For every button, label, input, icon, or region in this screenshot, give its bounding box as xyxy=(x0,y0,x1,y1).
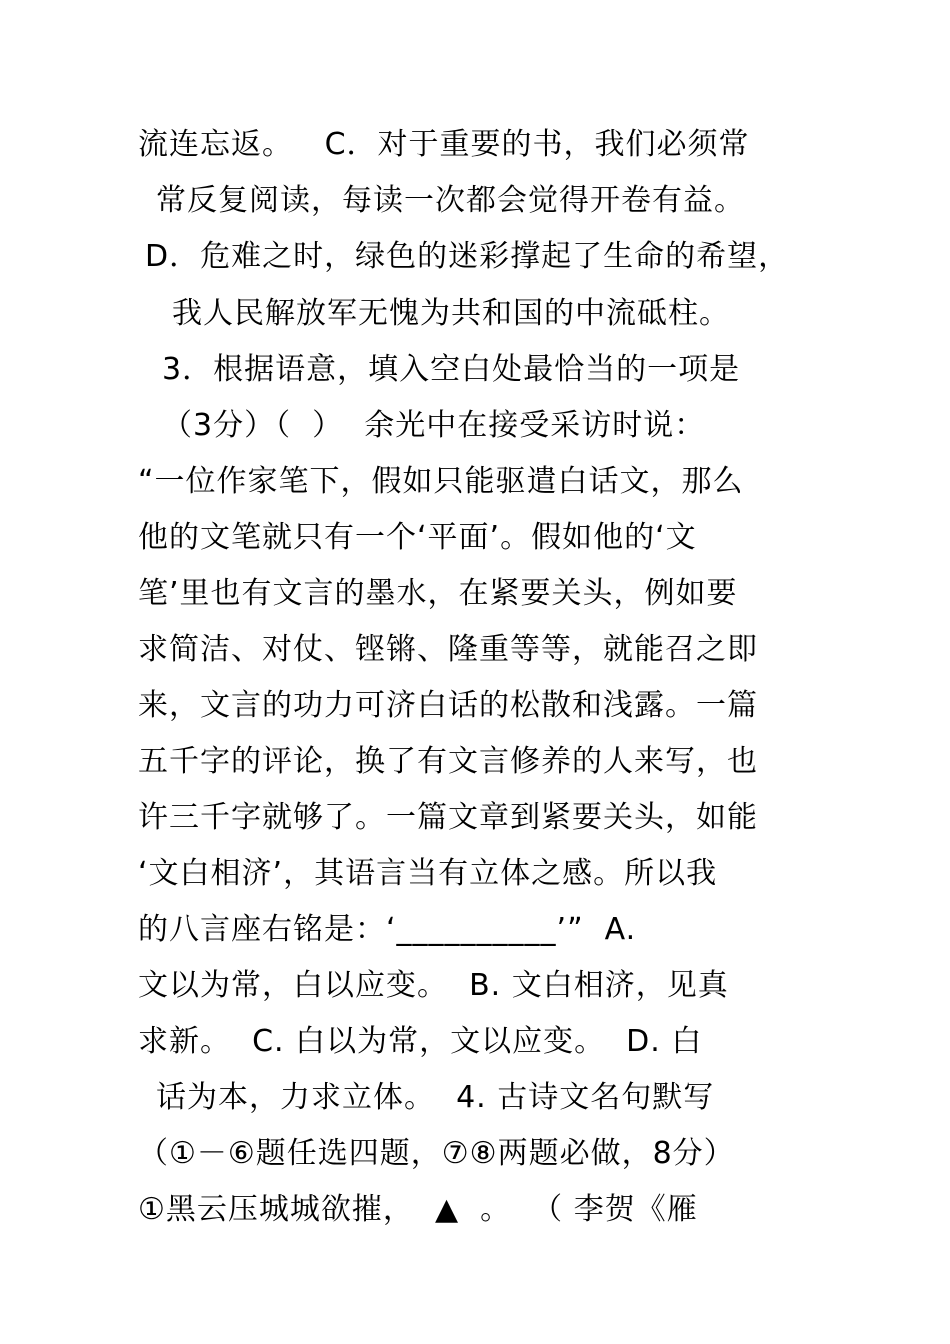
text-line-11: 来，文言的功力可济白话的松散和浅露。一篇 xyxy=(138,688,758,723)
text-line-2: 常反复阅读，每读一次都会觉得开卷有益。 xyxy=(156,183,745,218)
text-line-3: D．危难之时，绿色的迷彩撑起了生命的希望， xyxy=(145,239,790,274)
text-line-12: 五千字的评论，换了有文言修养的人来写，也 xyxy=(138,744,758,779)
text-line-7: “一位作家笔下，假如只能驱遣白话文，那么 xyxy=(138,464,744,499)
text-line-8: 他的文笔就只有一个‘平面’。假如他的‘文 xyxy=(138,520,697,555)
text-line-19: （①－⑥题任选四题，⑦⑧两题必做，8分） xyxy=(138,1136,735,1171)
text-line-14: ‘文白相济’，其语言当有立体之感。所以我 xyxy=(138,856,718,891)
text-line-9: 笔’里也有文言的墨水，在紧要关头，例如要 xyxy=(138,576,738,611)
text-line-20: ①黑云压城城欲摧， ▲ 。 （ 李贺《雁 xyxy=(138,1192,698,1227)
text-line-1: 流连忘返。 C．对于重要的书，我们必须常 xyxy=(138,127,750,162)
text-line-17: 求新。 C. 白以为常，文以应变。 D. 白 xyxy=(138,1024,703,1059)
text-line-6: （3分）（ ） 余光中在接受采访时说： xyxy=(162,408,706,443)
text-line-13: 许三千字就够了。一篇文章到紧要关头，如能 xyxy=(138,800,758,835)
text-line-10: 求简洁、对仗、铿锵、隆重等等，就能召之即 xyxy=(138,632,758,667)
text-line-16: 文以为常，白以应变。 B. 文白相济，见真 xyxy=(138,968,729,1003)
text-line-18: 话为本，力求立体。 4. 古诗文名句默写 xyxy=(156,1080,715,1115)
text-line-5: 3．根据语意，填入空白处最恰当的一项是 xyxy=(162,352,741,387)
text-line-15: 的八言座右铭是：‘__________’” A. xyxy=(138,912,637,947)
text-line-4: 我人民解放军无愧为共和国的中流砥柱。 xyxy=(172,296,730,331)
